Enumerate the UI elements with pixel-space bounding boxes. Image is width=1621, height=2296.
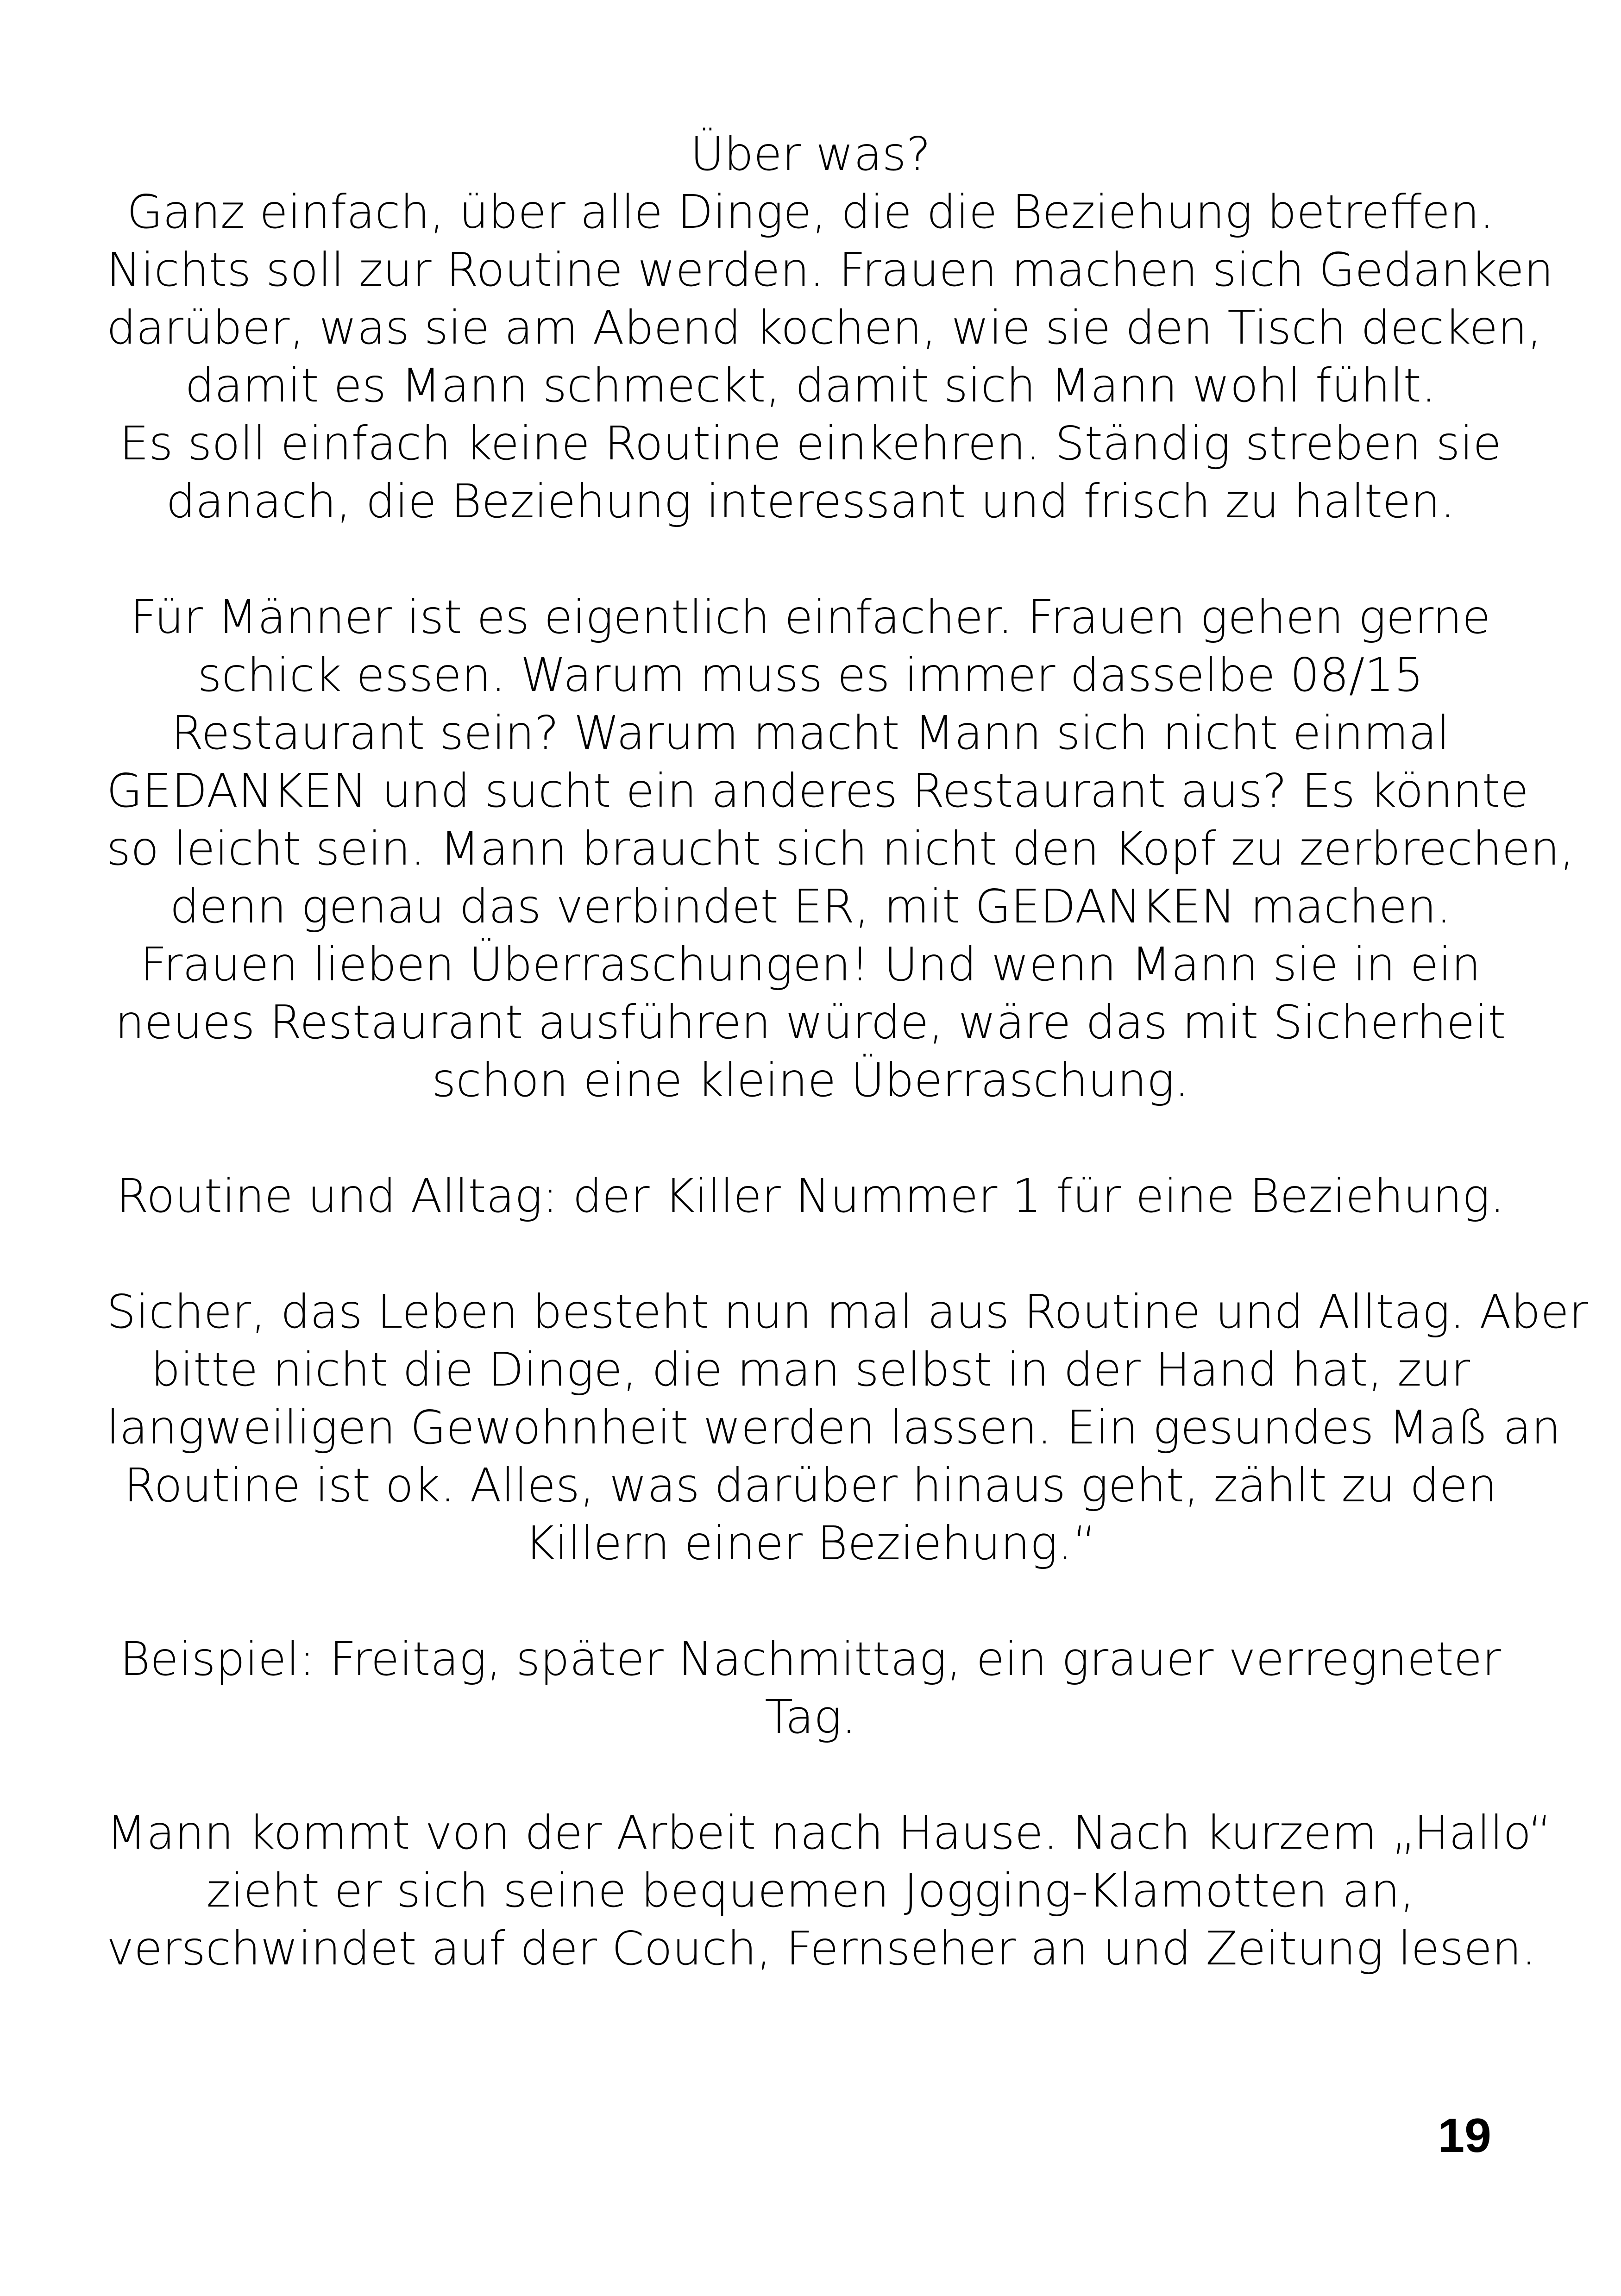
text-line: Routine ist ok. Alles, was darüber hinaus geht, zählt zu den [124, 1458, 1497, 1512]
text-line: darüber, was sie am Abend kochen, wie sie den Tisch decken, [107, 301, 1542, 355]
paragraph-5 [107, 1630, 1514, 1746]
text-line: neues Restaurant ausführen würde, wäre das mit Sicherheit [115, 995, 1506, 1049]
text-line: langweiligen Gewohnheit werden lassen. Ein gesundes Maß an [107, 1400, 1561, 1455]
text-line: GEDANKEN und sucht ein anderes Restaurant aus? Es könnte [107, 764, 1529, 818]
text-line: schon eine kleine Überraschung. [432, 1053, 1189, 1107]
text-line: schick essen. Warum muss es immer dasselbe 08/15 [197, 648, 1424, 702]
text-line: zieht er sich seine bequemen Jogging-Klamotten an, [206, 1863, 1415, 1918]
text-line: Sicher, das Leben besteht nun mal aus Routine und Alltag. Aber [107, 1285, 1588, 1339]
text-line: Ganz einfach, über alle Dinge, die die Beziehung betreffen. [126, 185, 1495, 239]
text-line: Tag. [765, 1690, 856, 1744]
paragraph-6 [107, 1804, 1552, 1977]
text-line: Für Männer ist es eigentlich einfacher. Frauen gehen gerne [130, 590, 1491, 644]
text-line: Über was? [690, 127, 931, 181]
text-line: Frauen lieben Überraschungen! Und wenn Mann sie in ein [140, 937, 1481, 991]
text-line: Restaurant sein? Warum macht Mann sich nicht einmal [171, 706, 1450, 760]
text-line: Es soll einfach keine Routine einkehren. Ständig streben sie [119, 416, 1502, 470]
text-line: Mann kommt von der Arbeit nach Hause. Nach kurzem „Hallo“ [107, 1806, 1552, 1860]
paragraph-2 [107, 588, 1575, 1109]
text-line: verschwindet auf der Couch, Fernseher an und Zeitung lesen. [107, 1921, 1536, 1976]
text-line: denn genau das verbindet ER, mit GEDANKEN machen. [170, 879, 1451, 934]
body-text [107, 125, 1588, 2035]
text-line: bitte nicht die Dinge, die man selbst in der Hand hat, zur [151, 1342, 1470, 1397]
paragraph-3 [107, 1167, 1514, 1225]
text-line: Beispiel: Freitag, später Nachmittag, ein grauer verregneter [119, 1632, 1502, 1686]
paragraph-1 [107, 125, 1554, 530]
page-number: 19 [1438, 2109, 1491, 2163]
text-line: so leicht sein. Mann braucht sich nicht den Kopf zu zerbrechen, [107, 822, 1575, 876]
text-line: Nichts soll zur Routine werden. Frauen machen sich Gedanken [107, 243, 1554, 297]
paragraph-4 [107, 1283, 1588, 1572]
text-line: damit es Mann schmeckt, damit sich Mann wohl fühlt. [185, 358, 1436, 413]
text-line: Killern einer Beziehung.“ [524, 1516, 1097, 1570]
text-line: Routine und Alltag: der Killer Nummer 1 für eine Beziehung. [116, 1169, 1505, 1223]
text-line: danach, die Beziehung interessant und frisch zu halten. [166, 474, 1455, 528]
